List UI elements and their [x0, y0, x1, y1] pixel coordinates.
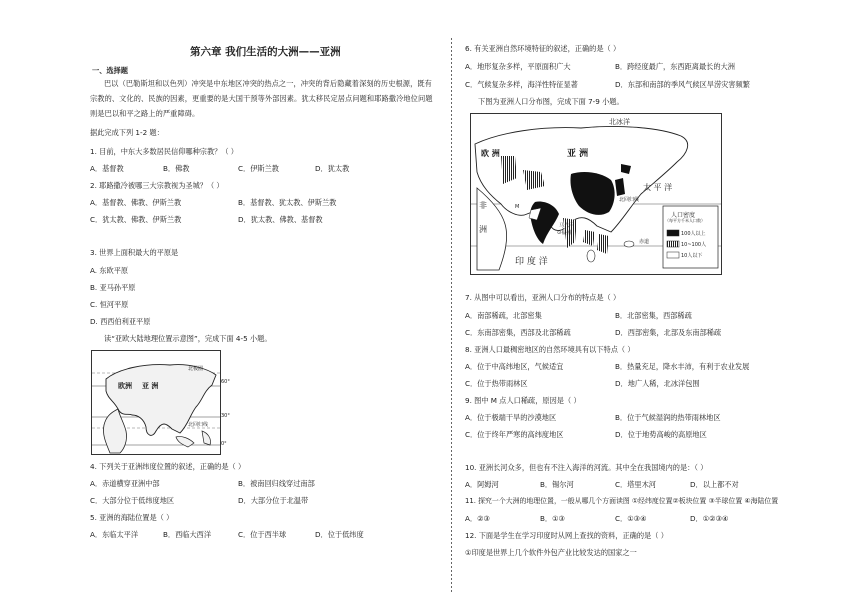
question-8: 8. 亚洲人口最稠密地区的自然环境具有以下特点（ ）: [465, 345, 635, 354]
question-6: 6. 有关亚洲自然环境特征的叙述，正确的是（ ）: [465, 44, 621, 53]
q7-9-intro: 下图为亚洲人口分布图，完成下面 7-9 小题。: [478, 97, 624, 106]
tropic-of-cancer-label: 北回归线: [188, 422, 209, 428]
lat-30-label: 30°: [221, 413, 230, 419]
q1-option-b: B．佛教: [163, 164, 190, 173]
q9-option-a: A．位于极端干旱的沙漠地区: [465, 413, 557, 422]
question-1: 1. 目前，中东大多数居民信仰哪种宗教？（ ）: [90, 147, 238, 156]
q6-option-d: D．东部和南部的季风气候区旱涝灾害频繁: [615, 80, 750, 89]
q7-option-d: D．西部密集，北部及东南部稀疏: [615, 328, 722, 337]
q4-option-a: A．赤道横穿亚洲中部: [90, 479, 160, 488]
q10-option-d: D．以上都不对: [690, 480, 739, 489]
q7-option-a: A．南部稀疏，北部密集: [465, 311, 542, 320]
q1-option-a: A．基督教: [90, 164, 124, 173]
q5-option-b: B．西临大西洋: [163, 530, 212, 539]
q6-option-b: B．跨经度最广，东西距离最长的大洲: [615, 62, 735, 71]
q3-option-a: A. 东欧平原: [90, 266, 129, 275]
legend-item-2: 10~100人: [681, 242, 707, 248]
europe-label: 欧洲: [118, 382, 132, 390]
question-7: 7. 从图中可以看出，亚洲人口分布的特点是（ ）: [465, 293, 621, 302]
q11-option-c: C．①③④: [615, 514, 647, 523]
legend-unit: （每平方千米人口数）: [665, 218, 705, 223]
q10-option-c: C．塔里木河: [615, 480, 656, 489]
q1-option-c: C．伊斯兰教: [238, 164, 279, 173]
legend-title: 人口密度: [671, 212, 696, 219]
q1-option-d: D．犹太教: [315, 164, 350, 173]
question-11: 11. 探究一个大洲的地理位置，一般从哪几个方面读图 ①经纬度位置②板块位置 ③半球位置 ④海陆位置: [465, 497, 779, 505]
asia-label: 亚 洲: [142, 382, 159, 390]
asia-population-map: [470, 113, 722, 275]
indian-ocean-label: 印 度 洋: [515, 257, 548, 267]
asia-map-label: 亚 洲: [567, 149, 589, 159]
q10-option-a: A．阿姆河: [465, 480, 499, 489]
q6-option-a: A．地形复杂多样，平原面积广大: [465, 62, 571, 71]
q1-2-intro: 据此完成下列 1-2 题：: [90, 128, 164, 137]
q9-option-b: B．位于气候湿润的热带雨林地区: [615, 413, 721, 422]
q4-option-b: B．被南回归线穿过南部: [238, 479, 315, 488]
q11-option-d: D．①②③④: [690, 514, 729, 523]
q2-option-c: C．犹太教、佛教、伊斯兰教: [90, 215, 182, 224]
q3-option-b: B. 亚马孙平原: [90, 283, 136, 292]
q5-option-c: C．位于西半球: [238, 530, 287, 539]
q12-statement-1: ①印度是世界上几个软件外包产业比较发达的国家之一: [465, 548, 637, 557]
q2-option-b: B．基督教、犹太教、伊斯兰教: [238, 198, 337, 207]
arctic-ocean-label: 北冰洋: [609, 118, 630, 126]
q5-option-d: D．位于低纬度: [315, 530, 364, 539]
europe-map-label: 欧 洲: [481, 149, 500, 158]
section-heading: 一、选择题: [92, 66, 128, 75]
q7-option-c: C．东南部密集，西部及北部稀疏: [465, 328, 571, 337]
africa-label-2: 洲: [479, 225, 487, 234]
q4-option-c: C．大部分位于低纬度地区: [90, 496, 175, 505]
fuzhou-label: ⊙福州: [557, 230, 572, 236]
q8-option-c: C．位于热带雨林区: [465, 379, 528, 388]
equator-label: 赤道: [639, 239, 650, 245]
asia-population-drawing: [471, 114, 721, 274]
lat-0-label: 0°: [221, 441, 227, 447]
q10-option-b: B．锡尔河: [540, 480, 574, 489]
question-3: 3. 世界上面积最大的平原是: [90, 248, 179, 257]
malacca-label: 马六甲: [559, 223, 575, 229]
question-2: 2. 耶路撒冷被哪三大宗教视为圣城？（ ）: [90, 181, 224, 190]
q5-option-a: A．东临太平洋: [90, 530, 139, 539]
lat-60-label: 60°: [221, 379, 230, 385]
q3-option-c: C. 恒河平原: [90, 300, 129, 309]
q8-option-d: D．地广人稀，北冰洋包围: [615, 379, 700, 388]
tropic-of-cancer-map-label: 北回归线: [619, 197, 640, 203]
q11-option-b: B．①③: [540, 514, 566, 523]
arctic-circle-label: 北极圈: [188, 366, 204, 372]
q3-option-d: D. 西西伯利亚平原: [90, 317, 151, 326]
q8-option-b: B．热量充足，降水丰沛，有利于农业发展: [615, 362, 750, 371]
q7-option-b: B．北部密集，西部稀疏: [615, 311, 692, 320]
q2-option-d: D．犹太教、佛教、基督教: [238, 215, 323, 224]
q8-option-a: A．位于中高纬地区，气候适宜: [465, 362, 564, 371]
intro-paragraph: 巴以（巴勒斯坦和以色列）冲突是中东地区冲突的热点之一，冲突的背后隐藏着深刻的历史根源，既有宗教的、文化的、民族的因素，更重要的是大国干预等外部因素。犹太移民定居点问题和耶路撒冷地位问题则是巴以和平之路上的严重障碍。: [90, 79, 433, 118]
legend-item-1: 100人以上: [681, 231, 706, 237]
q2-option-a: A．基督教、佛教、伊斯兰教: [90, 198, 182, 207]
question-10: 10. 亚洲长河众多，但也有不注入海洋的河流。其中全在我国境内的是：（ ）: [465, 463, 708, 472]
q4-5-intro: 读“亚欧大陆地理位置示意图”，完成下面 4-5 小题。: [104, 334, 272, 343]
eurasia-location-map: [91, 350, 221, 455]
q4-option-d: D．大部分位于北温带: [238, 496, 309, 505]
question-4: 4. 下列关于亚洲纬度位置的叙述，正确的是（ ）: [90, 462, 246, 471]
question-12: 12. 下面是学生在学习印度时从网上查找的资料，正确的是（ ）: [465, 531, 668, 540]
pacific-ocean-label: 太 平 洋: [643, 183, 673, 192]
africa-label-1: 非: [479, 201, 487, 210]
q9-option-d: D．位于地势高峻的高原地区: [615, 430, 707, 439]
q9-option-c: C．位于终年严寒的高纬度地区: [465, 430, 564, 439]
legend-item-3: 10人以下: [681, 253, 703, 259]
q11-option-a: A．②③: [465, 514, 490, 523]
q6-option-c: C．气候复杂多样，海洋性特征显著: [465, 80, 578, 89]
question-9: 9. 图中 M 点人口稀疏，原因是（ ）: [465, 396, 581, 405]
question-5: 5. 亚洲的海陆位置是（ ）: [90, 513, 174, 522]
column-divider: [451, 38, 452, 594]
m-point-label: M: [515, 204, 520, 210]
page-title: 第六章 我们生活的大洲——亚洲: [190, 46, 341, 58]
